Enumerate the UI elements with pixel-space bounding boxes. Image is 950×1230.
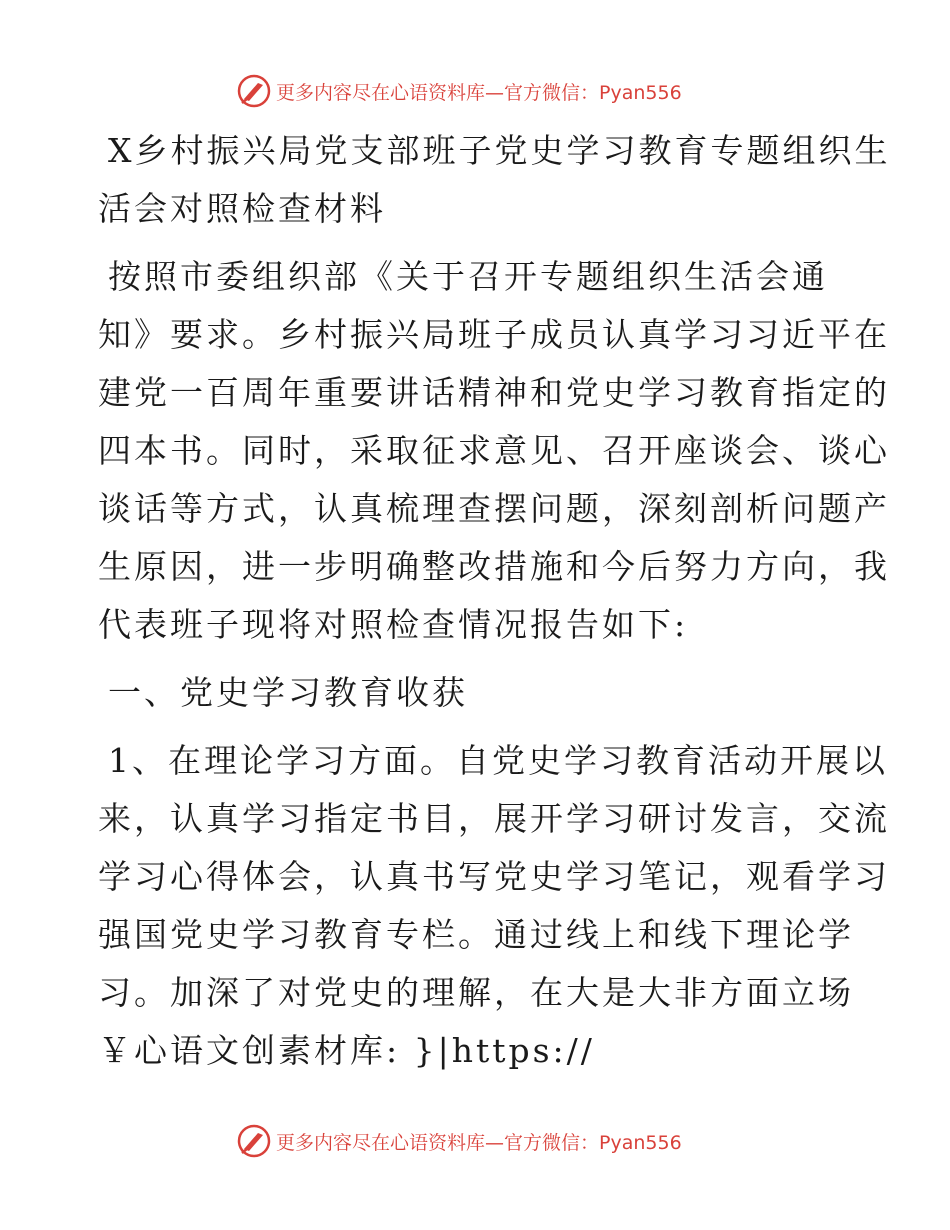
paragraph-line: 强国党史学习教育专栏。通过线上和线下理论学	[98, 915, 854, 954]
paragraph-line: 谈话等方式，认真梳理查摆问题，深刻剖析问题产	[98, 489, 890, 528]
paragraph-line: ￥心语文创素材库: }|https://	[98, 1031, 595, 1070]
paragraph-line: 习。加深了对党史的理解，在大是大非方面立场	[98, 973, 854, 1012]
paragraph-line: 1、在理论学习方面。自党史学习教育活动开展以	[108, 741, 888, 780]
title-line: 活会对照检查材料	[98, 189, 386, 228]
intro-paragraph	[98, 248, 890, 654]
paragraph-line: 来，认真学习指定书目，展开学习研讨发言，交流	[98, 799, 890, 838]
watermark-header	[236, 71, 682, 111]
quill-seal-icon	[236, 73, 272, 109]
paragraph-line: 学习心得体会，认真书写党史学习笔记，观看学习	[98, 857, 890, 896]
quill-seal-icon	[236, 1123, 272, 1159]
paragraph-line: 建党一百周年重要讲话精神和党史学习教育指定的	[98, 373, 890, 412]
watermark-footer	[236, 1121, 682, 1161]
paragraph-line: 按照市委组织部《关于召开专题组织生活会通	[108, 257, 828, 296]
paragraph-line: 生原因，进一步明确整改措施和今后努力方向，我	[98, 547, 890, 586]
title-line: X乡村振兴局党支部班子党史学习教育专题组织生	[108, 131, 891, 170]
document-title	[98, 122, 891, 238]
watermark-text: 更多内容尽在心语资料库—官方微信：Pyan556	[276, 1131, 682, 1154]
item1-paragraph	[98, 732, 890, 1080]
watermark-text: 更多内容尽在心语资料库—官方微信：Pyan556	[276, 81, 682, 104]
paragraph-line: 四本书。同时，采取征求意见、召开座谈会、谈心	[98, 431, 890, 470]
paragraph-line: 代表班子现将对照检查情况报告如下:	[98, 605, 689, 644]
paragraph-line: 知》要求。乡村振兴局班子成员认真学习习近平在	[98, 315, 890, 354]
section-heading: 一、党史学习教育收获	[108, 673, 468, 712]
document-body	[98, 122, 891, 1080]
